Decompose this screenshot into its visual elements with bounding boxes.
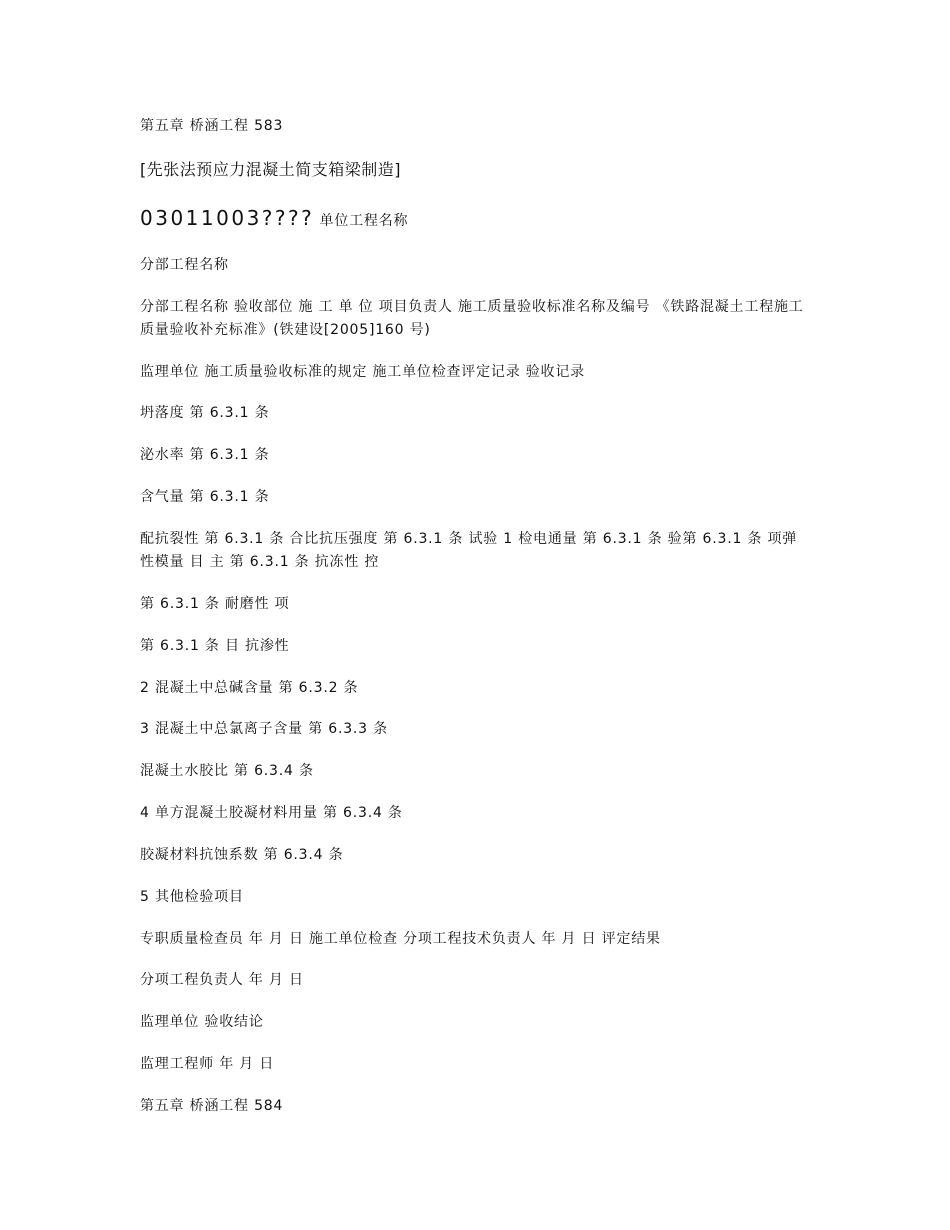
chapter-header: 第五章 桥涵工程 583 [140,118,284,134]
text-line: 监理工程师 年 月 日 [140,1056,275,1072]
text-line: 分部工程名称 验收部位 施 工 单 位 项目负责人 施工质量验收标准名称及编号 《铁路混凝土工程施工质量验收补充标准》(铁建设[2005]160 号) [140,299,804,338]
text-line: 分部工程名称 [140,257,229,273]
text-line: 3 混凝土中总氯离子含量 第 6.3.3 条 [140,721,388,737]
inspection-code: 03011003???? [140,206,315,230]
text-line: 第 6.3.1 条 耐磨性 项 [140,596,290,612]
text-line: 4 单方混凝土胶凝材料用量 第 6.3.4 条 [140,805,403,821]
text-line: 胶凝材料抗蚀系数 第 6.3.4 条 [140,847,344,863]
text-line: 5 其他检验项目 [140,889,244,905]
text-line: 专职质量检查员 年 月 日 施工单位检查 分项工程技术负责人 年 月 日 评定结果 [140,931,661,947]
document-title: [先张法预应力混凝土简支箱梁制造] [140,160,401,179]
text-line: 监理单位 验收结论 [140,1014,264,1030]
text-line: 2 混凝土中总碱含量 第 6.3.2 条 [140,680,359,696]
unit-project-name-label: 单位工程名称 [314,213,409,229]
text-line: 第 6.3.1 条 目 抗渗性 [140,638,290,654]
text-line: 泌水率 第 6.3.1 条 [140,447,270,463]
text-line: 分项工程负责人 年 月 日 [140,972,304,988]
code-line [140,207,810,233]
text-line: 监理单位 施工质量验收标准的规定 施工单位检查评定记录 验收记录 [140,364,585,380]
chapter-footer: 第五章 桥涵工程 584 [140,1098,284,1114]
text-line: 混凝土水胶比 第 6.3.4 条 [140,763,314,779]
text-line: 配抗裂性 第 6.3.1 条 合比抗压强度 第 6.3.1 条 试验 1 检电通量 第 6.3.1 条 验第 6.3.1 条 项弹性模量 目 主 第 6.3.1 条 抗冻性 控 [140,531,798,570]
text-line: 含气量 第 6.3.1 条 [140,489,270,505]
text-line: 坍落度 第 6.3.1 条 [140,405,270,421]
